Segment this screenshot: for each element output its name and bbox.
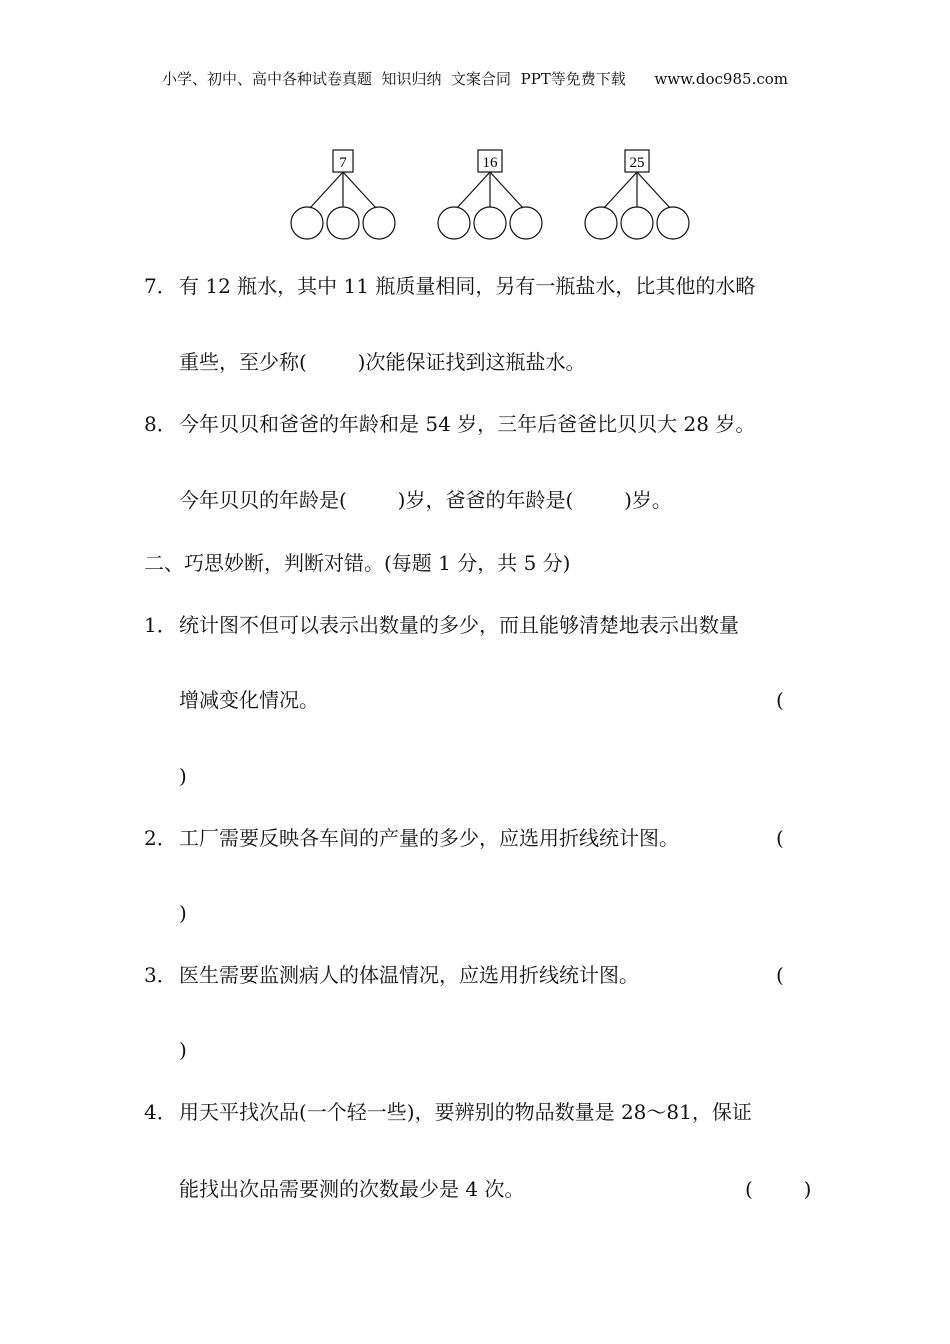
judge-1-line1: 统计图不但可以表示出数量的多少，而且能够清楚地表示出数量 xyxy=(179,613,739,637)
tree-value-3: 25 xyxy=(629,155,645,171)
judge-1-answer-open[interactable]: ( xyxy=(776,688,784,712)
judge-2-answer-close: ) xyxy=(179,901,187,925)
section-title: 二、巧思妙断，判断对错。(每题 1 分，共 5 分) xyxy=(144,551,571,575)
judge-2-number: 2． xyxy=(144,826,177,850)
judge-3-answer-close: ) xyxy=(179,1038,187,1062)
judge-1-line2: 增减变化情况。 xyxy=(179,688,319,712)
judge-2-answer-open[interactable]: ( xyxy=(776,826,784,850)
judge-4-number: 4． xyxy=(144,1100,177,1124)
q7-line1: 有 12 瓶水，其中 11 瓶质量相同，另有一瓶盐水，比其他的水略 xyxy=(179,274,756,298)
judge-2-line1: 工厂需要反映各车间的产量的多少，应选用折线统计图。 xyxy=(179,826,679,850)
judge-4-line2: 能找出次品需要测的次数最少是 4 次。 xyxy=(179,1177,525,1201)
q8-line1: 今年贝贝和爸爸的年龄和是 54 岁，三年后爸爸比贝贝大 28 岁。 xyxy=(179,412,756,436)
q7-line2: 重些，至少称( )次能保证找到这瓶盐水。 xyxy=(179,350,586,374)
tree-diagrams xyxy=(285,145,705,245)
q8-line2: 今年贝贝的年龄是( )岁，爸爸的年龄是( )岁。 xyxy=(179,488,672,512)
judge-3-number: 3． xyxy=(144,963,177,987)
tree-value-1: 7 xyxy=(339,155,347,171)
judge-3-answer-open[interactable]: ( xyxy=(776,963,784,987)
tree-diagram-3 xyxy=(585,150,689,239)
tree-diagram-2 xyxy=(438,150,542,239)
judge-1-number: 1． xyxy=(144,613,177,637)
judge-1-answer-close: ) xyxy=(179,764,187,788)
judge-3-line1: 医生需要监测病人的体温情况，应选用折线统计图。 xyxy=(179,963,639,987)
q8-number: 8． xyxy=(144,412,177,436)
judge-4-line1: 用天平找次品(一个轻一些)，要辨别的物品数量是 28～81，保证 xyxy=(179,1100,752,1124)
tree-value-2: 16 xyxy=(482,155,498,171)
page-header: 小学、初中、高中各种试卷真题 知识归纳 文案合同 PPT等免费下载 www.doc985.com xyxy=(161,70,788,88)
q7-number: 7． xyxy=(144,274,177,298)
judge-4-answer-paren[interactable]: ( ) xyxy=(745,1177,812,1201)
tree-diagram-1 xyxy=(291,150,395,239)
